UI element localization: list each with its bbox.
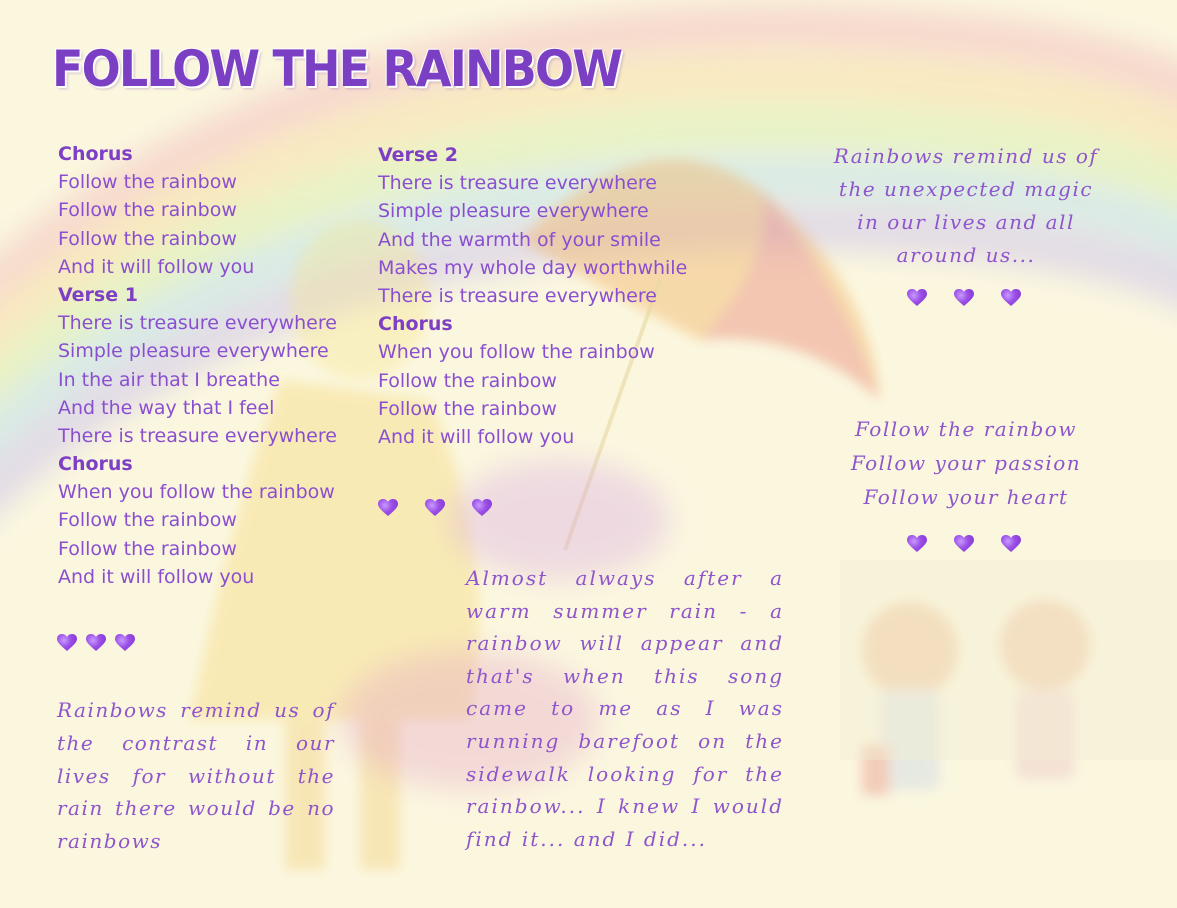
- lyric-line: And it will follow you: [58, 255, 255, 278]
- lyric-line: Follow the rainbow: [378, 369, 557, 392]
- lyrics-column-left: [58, 140, 337, 591]
- lyric-line: In the air that I breathe: [58, 368, 280, 391]
- lyric-line: And the warmth of your smile: [378, 228, 661, 251]
- section-heading: Verse 2: [378, 144, 458, 166]
- purple-heart-icon: [907, 535, 927, 553]
- note-line: Follow the rainbow: [855, 417, 1077, 441]
- purple-heart-icon: [57, 634, 77, 652]
- note-line: Rainbows remind us of: [833, 144, 1099, 168]
- lyric-line: And it will follow you: [58, 565, 255, 588]
- purple-heart-icon: [472, 499, 492, 517]
- lyric-line: When you follow the rainbow: [378, 341, 655, 364]
- lyric-line: Follow the rainbow: [58, 171, 237, 194]
- hearts-divider: [57, 634, 135, 652]
- lyric-line: Follow the rainbow: [58, 199, 237, 222]
- purple-heart-icon: [115, 634, 135, 652]
- lyric-line: Simple pleasure everywhere: [378, 200, 649, 223]
- lyric-line: When you follow the rainbow: [58, 481, 335, 504]
- page-title: FOLLOW THE RAINBOW: [52, 40, 622, 98]
- section-heading: Chorus: [58, 453, 133, 476]
- note-magic: [818, 140, 1114, 272]
- note-line: Follow your passion: [850, 451, 1082, 475]
- hearts-divider: [378, 499, 492, 517]
- purple-heart-icon: [1001, 535, 1021, 553]
- hearts-divider: [907, 289, 1021, 307]
- lyric-line: Follow the rainbow: [58, 227, 237, 250]
- purple-heart-icon: [907, 289, 927, 307]
- lyric-line: There is treasure everywhere: [378, 284, 657, 307]
- lyric-line: Follow the rainbow: [58, 537, 237, 560]
- note-contrast: Rainbows remind us of the contrast in our lives for without the rain there would be no rainbows: [57, 698, 335, 854]
- purple-heart-icon: [1001, 289, 1021, 307]
- lyric-line: Makes my whole day worthwhile: [378, 256, 688, 279]
- note-line: around us...: [896, 243, 1036, 267]
- hearts-divider: [907, 535, 1021, 553]
- lyric-line: Simple pleasure everywhere: [58, 340, 329, 363]
- note-follow: [818, 412, 1114, 514]
- lyric-line: And it will follow you: [378, 425, 575, 448]
- purple-heart-icon: [86, 634, 106, 652]
- note-story: Almost always after a warm summer rain - a rainbow will appear and that's when this song came to me as I was running barefoot on the sidewalk looking for the rainbow... I knew I would find it... and I did...: [466, 566, 784, 851]
- section-heading: Chorus: [58, 143, 133, 165]
- purple-heart-icon: [425, 499, 445, 517]
- lyric-line: There is treasure everywhere: [58, 312, 337, 335]
- note-line: Follow your heart: [863, 485, 1069, 509]
- section-heading: Verse 1: [58, 283, 138, 306]
- section-heading: Chorus: [378, 313, 453, 336]
- lyric-line: There is treasure everywhere: [378, 172, 657, 195]
- note-line: in our lives and all: [857, 210, 1075, 234]
- note-line: the unexpected magic: [838, 177, 1094, 201]
- purple-heart-icon: [378, 499, 398, 517]
- lyric-line: And the way that I feel: [58, 396, 275, 419]
- lyric-line: Follow the rainbow: [58, 509, 237, 532]
- lyric-line: There is treasure everywhere: [58, 424, 337, 447]
- lyric-line: Follow the rainbow: [378, 397, 557, 420]
- lyrics-column-middle: [378, 141, 687, 451]
- purple-heart-icon: [954, 535, 974, 553]
- purple-heart-icon: [954, 289, 974, 307]
